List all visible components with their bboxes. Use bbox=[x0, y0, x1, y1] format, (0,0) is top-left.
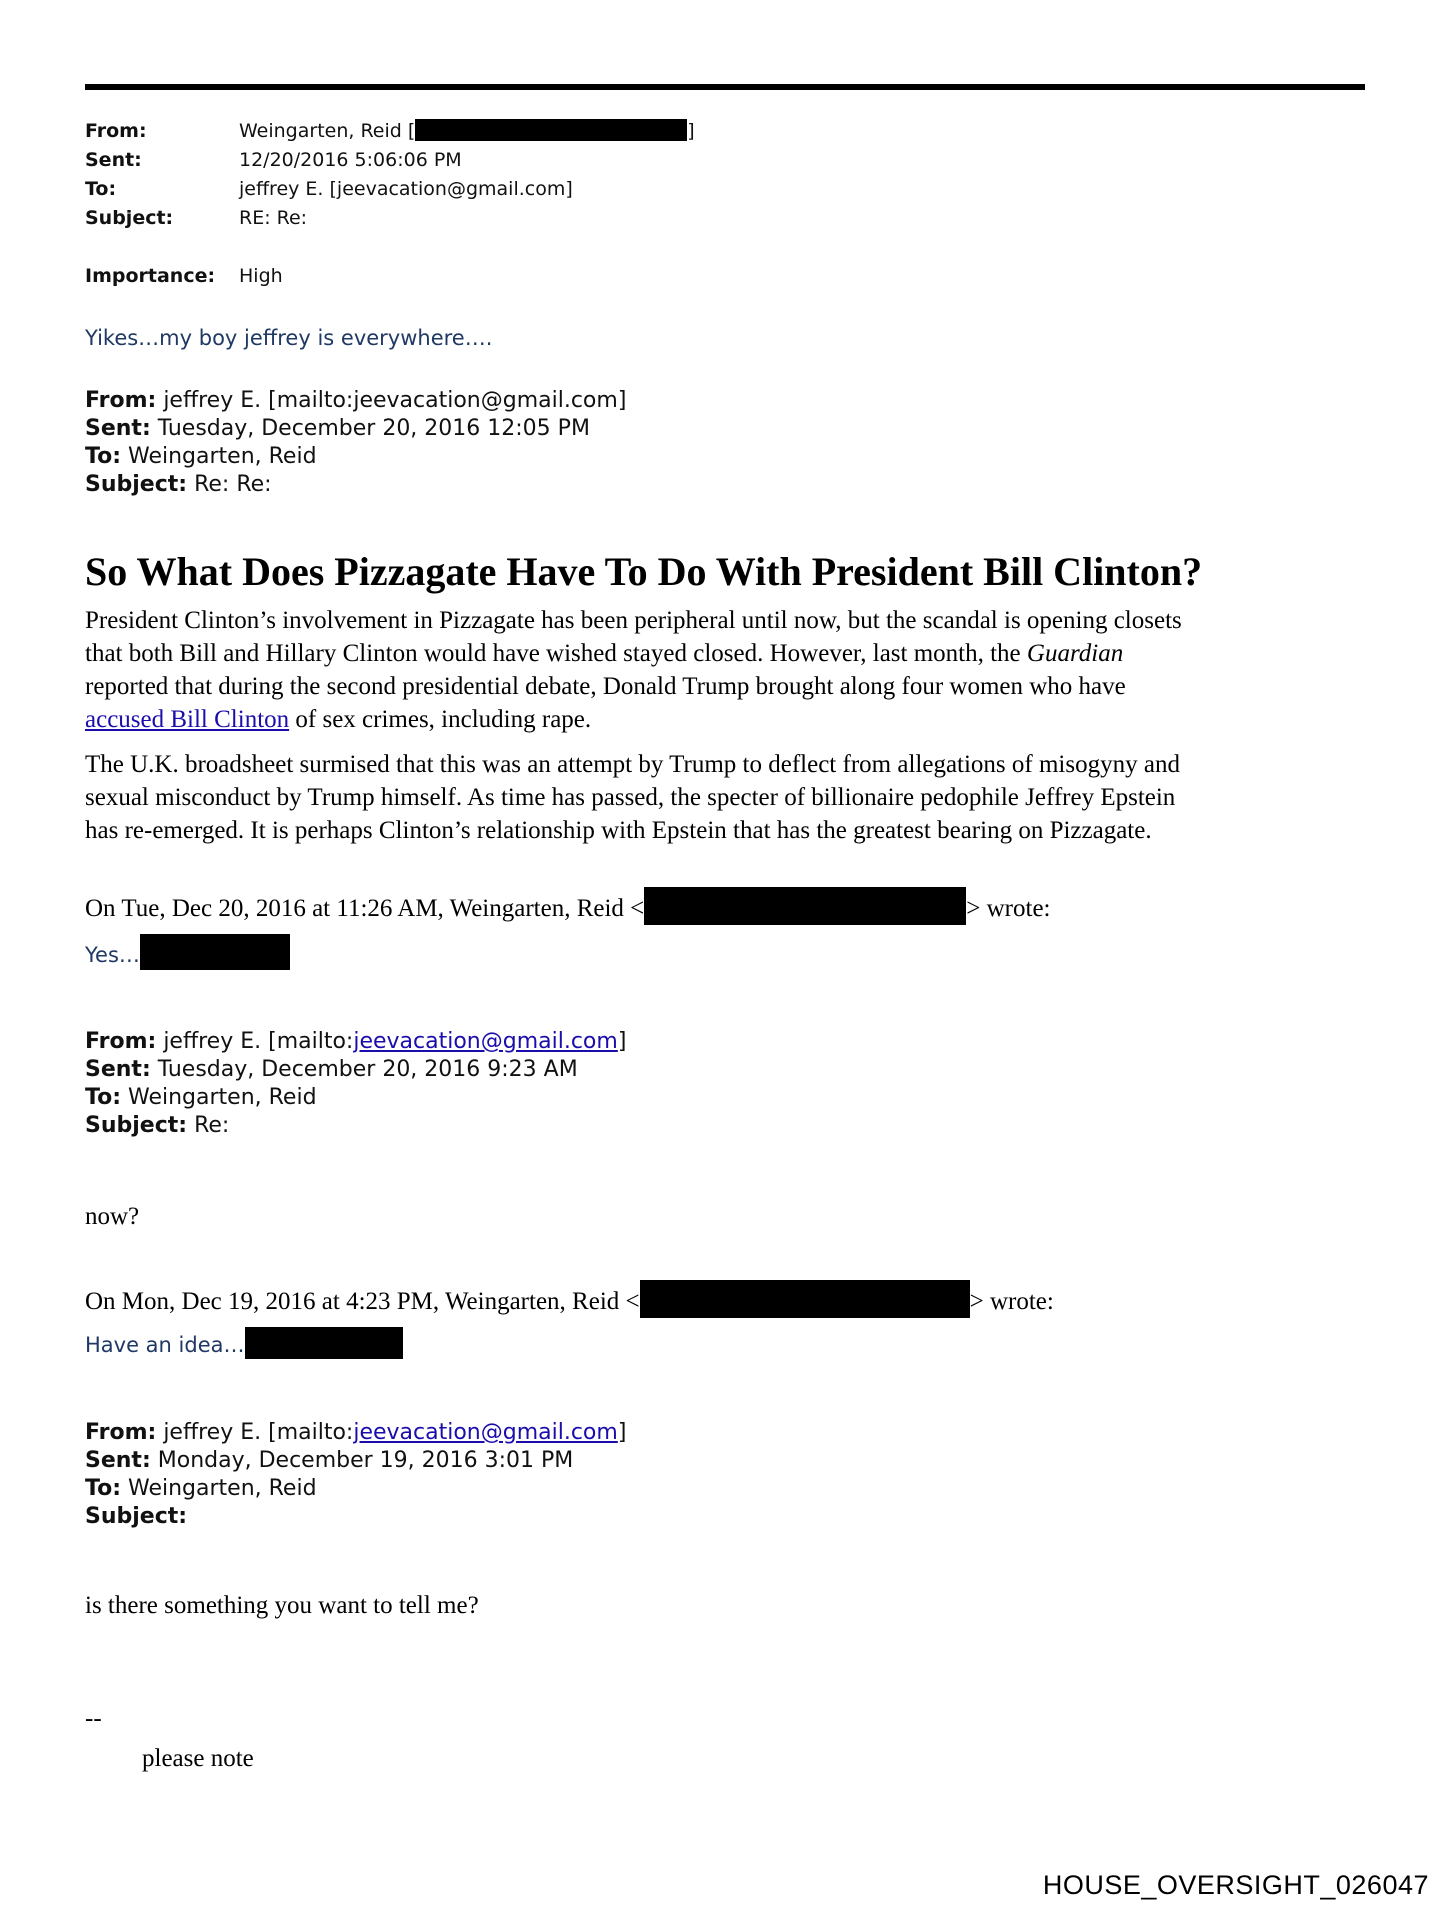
subject-label: Subject: bbox=[85, 1113, 188, 1138]
importance-value: High bbox=[239, 265, 283, 287]
importance-label: Importance: bbox=[85, 265, 216, 287]
to-label: To: bbox=[85, 1476, 121, 1501]
redaction-box bbox=[415, 119, 687, 141]
quote1-reply bbox=[85, 942, 290, 970]
subject-value: RE: Re: bbox=[239, 207, 308, 229]
to-value: Weingarten, Reid bbox=[128, 1476, 317, 1501]
email3-sent-line bbox=[85, 1057, 578, 1082]
to-label: To: bbox=[85, 1085, 121, 1110]
from-suffix: ] bbox=[617, 1420, 627, 1445]
quote2-intro: On Mon, Dec 19, 2016 at 4:23 PM, Weingarten, Reid < bbox=[85, 1288, 640, 1315]
top-rule bbox=[85, 84, 1365, 90]
email3-from-line bbox=[85, 1029, 626, 1054]
quote1-intro: On Tue, Dec 20, 2016 at 11:26 AM, Weingarten, Reid < bbox=[85, 895, 645, 922]
email4-from-line bbox=[85, 1420, 626, 1445]
email4-sent-line bbox=[85, 1448, 573, 1473]
p1-line bbox=[85, 637, 1365, 670]
sent-label: Sent: bbox=[85, 149, 142, 171]
email3-to-line bbox=[85, 1085, 317, 1110]
from-suffix: ] bbox=[617, 1029, 627, 1054]
p2-line: has re-emerged. It is perhaps Clinton’s relationship with Epstein that has the greatest bearing on Pizzagate. bbox=[85, 817, 1152, 844]
sent-value: Tuesday, December 20, 2016 9:23 AM bbox=[157, 1057, 578, 1082]
email2-sent-line bbox=[85, 416, 590, 441]
from-value: jeffrey E. [mailto:jeevacation@gmail.com] bbox=[163, 388, 627, 413]
to-value: Weingarten, Reid bbox=[128, 444, 317, 469]
from-prefix: jeffrey E. [mailto: bbox=[163, 1420, 354, 1445]
email3-subject-line bbox=[85, 1113, 229, 1138]
redaction-box bbox=[245, 1327, 403, 1359]
from-label: From: bbox=[85, 388, 157, 413]
sent-label: Sent: bbox=[85, 1057, 151, 1082]
email2-subject-line bbox=[85, 472, 272, 497]
email-link[interactable]: jeevacation@gmail.com bbox=[353, 1029, 618, 1054]
sent-label: Sent: bbox=[85, 1448, 151, 1473]
redaction-box bbox=[640, 1280, 970, 1318]
from-prefix: jeffrey E. [mailto: bbox=[163, 1029, 354, 1054]
email3-body: now? bbox=[85, 1203, 140, 1230]
guardian-italic: Guardian bbox=[1026, 640, 1124, 667]
redaction-box bbox=[644, 887, 966, 925]
quote1-attribution bbox=[85, 895, 1050, 925]
article-title: So What Does Pizzagate Have To Do With President Bill Clinton? bbox=[85, 549, 1203, 594]
subject-value: Re: Re: bbox=[194, 472, 272, 497]
p1-line bbox=[85, 703, 1365, 736]
signature-note: please note bbox=[142, 1745, 254, 1772]
to-label: To: bbox=[85, 444, 121, 469]
signature-dashes: -- bbox=[85, 1705, 102, 1732]
from-label: From: bbox=[85, 120, 147, 142]
p2-line: The U.K. broadsheet surmised that this was an attempt by Trump to deflect from allegations of misogyny and bbox=[85, 751, 1180, 778]
quote1-outro: > wrote: bbox=[966, 895, 1051, 922]
p1-line: reported that during the second presidential debate, Donald Trump brought along four women who have bbox=[85, 673, 1126, 700]
email1-body: Yikes…my boy jeffrey is everywhere…. bbox=[85, 326, 493, 350]
article-paragraph-1 bbox=[85, 604, 1365, 736]
email4-body: is there something you want to tell me? bbox=[85, 1592, 479, 1619]
from-label: From: bbox=[85, 1420, 157, 1445]
sent-value: 12/20/2016 5:06:06 PM bbox=[239, 149, 462, 171]
quote2-outro: > wrote: bbox=[969, 1288, 1054, 1315]
quote2-attribution bbox=[85, 1288, 1054, 1318]
email-link[interactable]: jeevacation@gmail.com bbox=[353, 1420, 618, 1445]
p2-line: sexual misconduct by Trump himself. As time has passed, the specter of billionaire pedophile Jeffrey Epstein bbox=[85, 784, 1176, 811]
quote2-reply bbox=[85, 1333, 403, 1359]
to-value: jeffrey E. [jeevacation@gmail.com] bbox=[239, 178, 573, 200]
accused-bill-clinton-link[interactable]: accused Bill Clinton bbox=[85, 706, 290, 733]
from-bracket: ] bbox=[687, 120, 695, 142]
email2-to-line bbox=[85, 444, 317, 469]
from-value bbox=[239, 120, 695, 142]
email4-subject-line bbox=[85, 1504, 187, 1529]
bates-number: HOUSE_OVERSIGHT_026047 bbox=[1042, 1870, 1429, 1900]
article-paragraph-2 bbox=[85, 748, 1365, 847]
subject-label: Subject: bbox=[85, 207, 174, 229]
subject-label: Subject: bbox=[85, 472, 188, 497]
reply-text: Have an idea… bbox=[85, 1333, 245, 1357]
reply-text: Yes… bbox=[85, 943, 140, 967]
sent-value: Tuesday, December 20, 2016 12:05 PM bbox=[157, 416, 590, 441]
from-name: Weingarten, Reid [ bbox=[239, 120, 416, 142]
email4-to-line bbox=[85, 1476, 317, 1501]
subject-label: Subject: bbox=[85, 1504, 188, 1529]
p1-text: that both Bill and Hillary Clinton would have wished stayed closed. However, last month, the bbox=[85, 640, 1027, 667]
sent-value: Monday, December 19, 2016 3:01 PM bbox=[157, 1448, 574, 1473]
to-value: Weingarten, Reid bbox=[128, 1085, 317, 1110]
to-label: To: bbox=[85, 178, 117, 200]
p1-line: President Clinton’s involvement in Pizzagate has been peripheral until now, but the scandal is opening closets bbox=[85, 607, 1182, 634]
from-label: From: bbox=[85, 1029, 157, 1054]
p1-text: of sex crimes, including rape. bbox=[289, 706, 592, 733]
redaction-box bbox=[140, 934, 290, 970]
sent-label: Sent: bbox=[85, 416, 151, 441]
subject-value: Re: bbox=[194, 1113, 230, 1138]
email2-from-line bbox=[85, 388, 626, 413]
